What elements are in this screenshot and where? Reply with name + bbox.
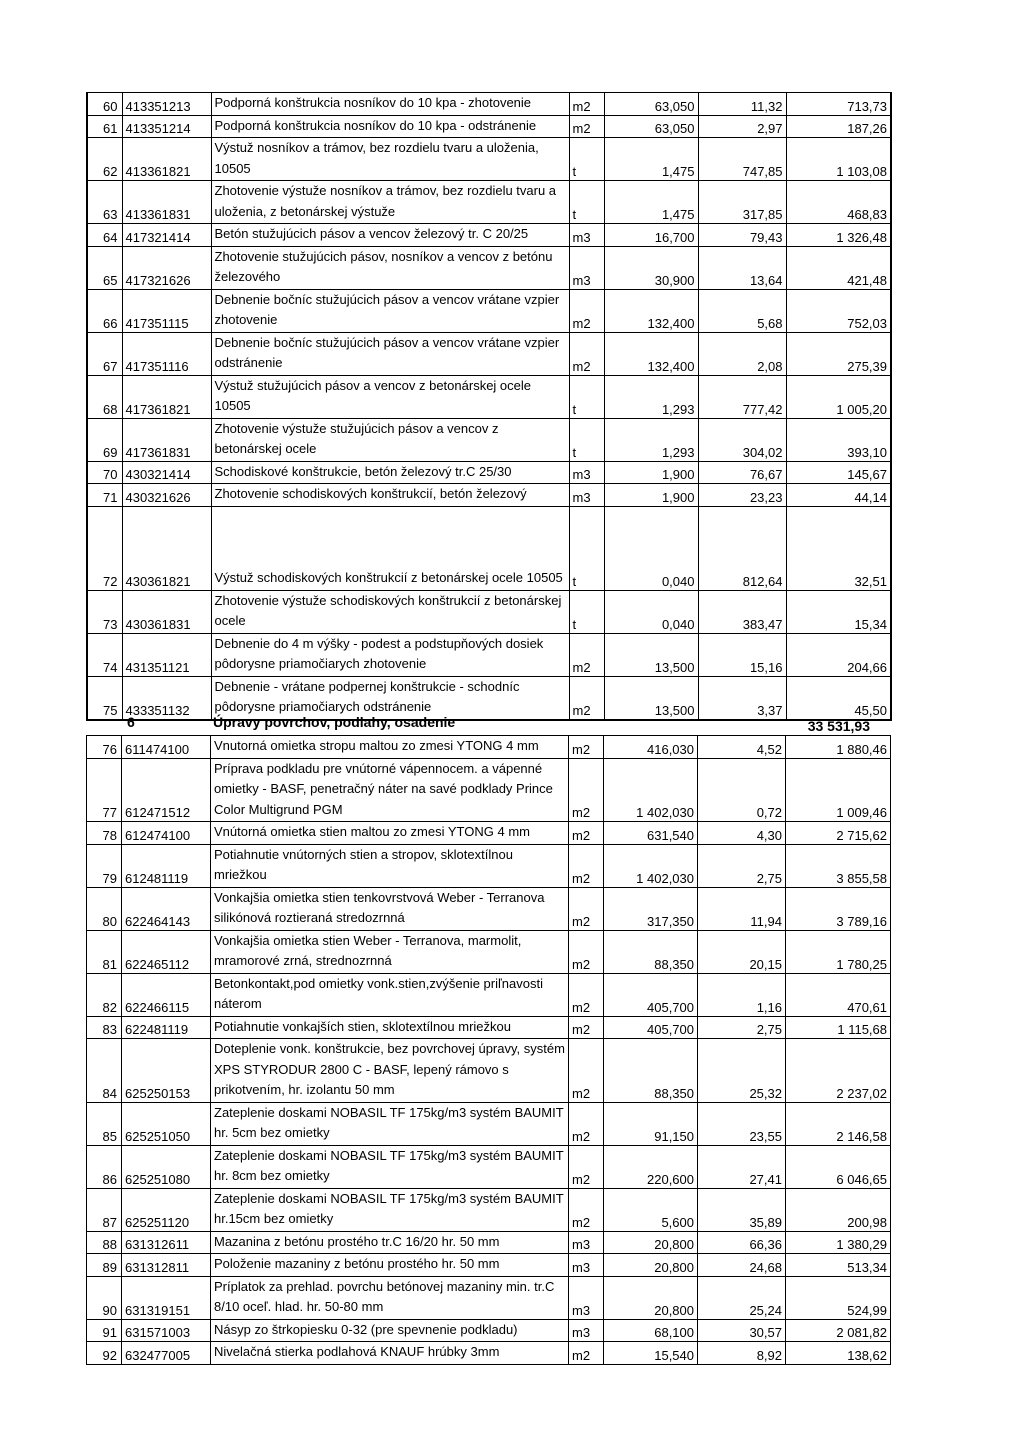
item-quantity-cell: 91,150 — [604, 1102, 698, 1145]
items-table-structures — [86, 92, 892, 721]
item-quantity-cell: 88,350 — [604, 930, 698, 973]
item-number-cell: 89 — [87, 1254, 122, 1277]
item-unit-price-cell: 5,68 — [698, 289, 786, 332]
item-code-cell: 625250153 — [122, 1039, 211, 1103]
item-code-cell: 631319151 — [122, 1276, 211, 1319]
item-quantity-cell: 220,600 — [604, 1145, 698, 1188]
item-number-cell: 83 — [87, 1016, 122, 1039]
table-row — [87, 930, 891, 973]
item-number-cell: 76 — [87, 736, 122, 759]
item-number-cell: 80 — [87, 887, 122, 930]
section-header — [86, 704, 890, 734]
item-description-cell: Zhotovenie stužujúcich pásov, nosníkov a vencov z betónu železového — [211, 246, 569, 289]
item-description-cell: Potiahnutie vnútorných stien a stropov, sklotextílnou mriežkou — [211, 844, 569, 887]
item-description-cell: Zhotovenie výstuže schodiskových konštrukcií z betonárskej ocele — [211, 590, 569, 633]
table-row — [87, 138, 891, 181]
table-row — [87, 484, 891, 507]
item-unit-price-cell: 30,57 — [698, 1319, 786, 1342]
table-row — [87, 506, 891, 590]
item-description-cell: Debnenie - vrátane podpernej konštrukcie - schodníc pôdorysne priamočiarych odstránenie — [211, 676, 569, 720]
item-description-cell: Zateplenie doskami NOBASIL TF 175kg/m3 systém BAUMIT hr.15cm bez omietky — [211, 1188, 569, 1231]
item-code-cell: 417321414 — [122, 224, 211, 247]
item-unit-cell: m2 — [569, 736, 604, 759]
item-total-cell: 3 855,58 — [786, 844, 891, 887]
table-row — [87, 418, 891, 461]
item-total-cell: 15,34 — [786, 590, 891, 633]
items-table-surfaces — [86, 735, 891, 1365]
item-number-cell: 77 — [87, 758, 122, 822]
item-unit-price-cell: 4,52 — [698, 736, 786, 759]
item-description-cell: Zhotovenie schodiskových konštrukcií, betón železový — [211, 484, 569, 507]
table-row — [87, 1342, 891, 1365]
table-row — [87, 181, 891, 224]
item-description-cell: Vnutorná omietka stropu maltou zo zmesi YTONG 4 mm — [211, 736, 569, 759]
item-unit-cell: m2 — [569, 822, 604, 845]
item-total-cell: 204,66 — [786, 633, 891, 676]
item-total-cell: 187,26 — [786, 115, 891, 138]
table-row — [87, 633, 891, 676]
item-number-cell: 85 — [87, 1102, 122, 1145]
item-quantity-cell: 1,900 — [604, 484, 698, 507]
item-unit-price-cell: 20,15 — [698, 930, 786, 973]
item-total-cell: 3 789,16 — [786, 887, 891, 930]
item-unit-price-cell: 8,92 — [698, 1342, 786, 1365]
item-unit-price-cell: 2,75 — [698, 844, 786, 887]
item-code-cell: 430321414 — [122, 461, 211, 484]
item-description-cell: Potiahnutie vonkajších stien, sklotextílnou mriežkou — [211, 1016, 569, 1039]
item-description-cell: Vonkajšia omietka stien tenkovrstvová Weber - Terranova silikónová roztieraná stredozrnná — [211, 887, 569, 930]
item-number-cell: 81 — [87, 930, 122, 973]
item-code-cell: 631571003 — [122, 1319, 211, 1342]
item-description-cell: Výstuž schodiskových konštrukcií z betonárskej ocele 10505 — [211, 506, 569, 590]
item-unit-cell: m2 — [569, 93, 604, 116]
item-quantity-cell: 30,900 — [604, 246, 698, 289]
item-description-cell: Výstuž stužujúcich pásov a vencov z betonárskej ocele 10505 — [211, 375, 569, 418]
table-row — [87, 375, 891, 418]
item-unit-cell: m3 — [569, 246, 604, 289]
item-unit-price-cell: 76,67 — [698, 461, 786, 484]
item-description-cell: Výstuž nosníkov a trámov, bez rozdielu tvaru a uloženia, 10505 — [211, 138, 569, 181]
item-code-cell: 417361821 — [122, 375, 211, 418]
item-quantity-cell: 631,540 — [604, 822, 698, 845]
item-quantity-cell: 15,540 — [604, 1342, 698, 1365]
table-row — [87, 289, 891, 332]
item-description-cell: Položenie mazaniny z betónu prostého hr. 50 mm — [211, 1254, 569, 1277]
item-description-cell: Podporná konštrukcia nosníkov do 10 kpa - odstránenie — [211, 115, 569, 138]
item-unit-price-cell: 2,75 — [698, 1016, 786, 1039]
item-total-cell: 1 380,29 — [786, 1231, 891, 1254]
item-description-cell: Doteplenie vonk. konštrukcie, bez povrchovej úpravy, systém XPS STYRODUR 2800 C - BASF, lepený rámovo s prikotvením, hr. izolantu 50 mm — [211, 1039, 569, 1103]
item-unit-price-cell: 23,23 — [698, 484, 786, 507]
item-unit-price-cell: 79,43 — [698, 224, 786, 247]
item-total-cell: 524,99 — [786, 1276, 891, 1319]
item-code-cell: 417351116 — [122, 332, 211, 375]
table-row — [87, 887, 891, 930]
item-description-cell: Vnútorná omietka stien maltou zo zmesi YTONG 4 mm — [211, 822, 569, 845]
item-unit-cell: t — [569, 418, 604, 461]
table-row — [87, 758, 891, 822]
item-unit-price-cell: 25,24 — [698, 1276, 786, 1319]
item-description-cell: Betonkontakt,pod omietky vonk.stien,zvýšenie priľnavosti náterom — [211, 973, 569, 1016]
item-description-cell: Debnenie bočníc stužujúcich pásov a vencov vrátane vzpier odstránenie — [211, 332, 569, 375]
item-total-cell: 393,10 — [786, 418, 891, 461]
item-number-cell: 91 — [87, 1319, 122, 1342]
table-row — [87, 1145, 891, 1188]
item-number-cell: 86 — [87, 1145, 122, 1188]
item-unit-price-cell: 4,30 — [698, 822, 786, 845]
item-number-cell: 87 — [87, 1188, 122, 1231]
item-total-cell: 1 005,20 — [786, 375, 891, 418]
item-code-cell: 417361831 — [122, 418, 211, 461]
item-description-cell: Príplatok za prehlad. povrchu betónovej mazaniny min. tr.C 8/10 oceľ. hlad. hr. 50-80 mm — [211, 1276, 569, 1319]
item-total-cell: 468,83 — [786, 181, 891, 224]
item-unit-price-cell: 3,37 — [698, 676, 786, 720]
table-row — [87, 461, 891, 484]
item-total-cell: 1 780,25 — [786, 930, 891, 973]
item-code-cell: 625251080 — [122, 1145, 211, 1188]
item-total-cell: 275,39 — [786, 332, 891, 375]
item-quantity-cell: 13,500 — [604, 676, 698, 720]
item-unit-cell: m2 — [569, 1016, 604, 1039]
item-quantity-cell: 0,040 — [604, 590, 698, 633]
table-row — [87, 844, 891, 887]
item-code-cell: 413351214 — [122, 115, 211, 138]
table-row — [87, 1188, 891, 1231]
item-code-cell: 433351132 — [122, 676, 211, 720]
item-number-cell: 65 — [87, 246, 122, 289]
item-number-cell: 67 — [87, 332, 122, 375]
item-code-cell: 430361831 — [122, 590, 211, 633]
table-row — [87, 1231, 891, 1254]
table-row — [87, 1102, 891, 1145]
item-unit-cell: t — [569, 590, 604, 633]
item-quantity-cell: 13,500 — [604, 633, 698, 676]
item-total-cell: 2 146,58 — [786, 1102, 891, 1145]
item-unit-cell: m3 — [569, 1254, 604, 1277]
item-number-cell: 64 — [87, 224, 122, 247]
item-total-cell: 2 081,82 — [786, 1319, 891, 1342]
item-code-cell: 631312611 — [122, 1231, 211, 1254]
item-unit-cell: t — [569, 375, 604, 418]
item-code-cell: 622465112 — [122, 930, 211, 973]
table-row — [87, 822, 891, 845]
item-code-cell: 413351213 — [122, 93, 211, 116]
item-unit-price-cell: 11,94 — [698, 887, 786, 930]
item-unit-cell: m3 — [569, 484, 604, 507]
table-row — [87, 1016, 891, 1039]
item-number-cell: 90 — [87, 1276, 122, 1319]
section-sum: 33 531,93 — [807, 718, 870, 734]
item-quantity-cell: 1,900 — [604, 461, 698, 484]
item-quantity-cell: 416,030 — [604, 736, 698, 759]
item-number-cell: 79 — [87, 844, 122, 887]
item-unit-price-cell: 13,64 — [698, 246, 786, 289]
item-unit-cell: m2 — [569, 844, 604, 887]
item-number-cell: 75 — [87, 676, 122, 720]
item-quantity-cell: 63,050 — [604, 115, 698, 138]
item-code-cell: 622481119 — [122, 1016, 211, 1039]
item-total-cell: 513,34 — [786, 1254, 891, 1277]
item-quantity-cell: 63,050 — [604, 93, 698, 116]
item-unit-cell: m2 — [569, 115, 604, 138]
item-total-cell: 200,98 — [786, 1188, 891, 1231]
item-code-cell: 417321626 — [122, 246, 211, 289]
item-quantity-cell: 132,400 — [604, 289, 698, 332]
section-title: Úpravy povrchov, podlahy, osadenie — [213, 714, 456, 730]
item-total-cell: 2 237,02 — [786, 1039, 891, 1103]
item-quantity-cell: 88,350 — [604, 1039, 698, 1103]
item-code-cell: 413361831 — [122, 181, 211, 224]
item-total-cell: 32,51 — [786, 506, 891, 590]
table-row — [87, 736, 891, 759]
item-code-cell: 622466115 — [122, 973, 211, 1016]
item-code-cell: 417351115 — [122, 289, 211, 332]
item-total-cell: 752,03 — [786, 289, 891, 332]
item-quantity-cell: 1 402,030 — [604, 758, 698, 822]
item-number-cell: 69 — [87, 418, 122, 461]
item-number-cell: 60 — [87, 93, 122, 116]
item-unit-cell: m2 — [569, 1039, 604, 1103]
item-number-cell: 73 — [87, 590, 122, 633]
item-unit-cell: m2 — [569, 973, 604, 1016]
item-description-cell: Príprava podkladu pre vnútorné vápennocem. a vápenné omietky - BASF, penetračný náter na savé podklady Prince Color Multigrund PGM — [211, 758, 569, 822]
table-row — [87, 115, 891, 138]
table-row — [87, 332, 891, 375]
item-total-cell: 421,48 — [786, 246, 891, 289]
item-unit-cell: t — [569, 181, 604, 224]
item-unit-price-cell: 304,02 — [698, 418, 786, 461]
table-row — [87, 1254, 891, 1277]
item-description-cell: Nivelačná stierka podlahová KNAUF hrúbky 3mm — [211, 1342, 569, 1365]
item-unit-price-cell: 11,32 — [698, 93, 786, 116]
item-unit-cell: t — [569, 506, 604, 590]
item-unit-price-cell: 383,47 — [698, 590, 786, 633]
item-unit-cell: m3 — [569, 1319, 604, 1342]
item-description-cell: Debnenie do 4 m výšky - podest a podstupňových dosiek pôdorysne priamočiarych zhotovenie — [211, 633, 569, 676]
item-description-cell: Zhotovenie výstuže nosníkov a trámov, bez rozdielu tvaru a uloženia, z betonárskej výstuže — [211, 181, 569, 224]
item-number-cell: 72 — [87, 506, 122, 590]
table-row — [87, 93, 891, 116]
item-quantity-cell: 1,475 — [604, 138, 698, 181]
item-number-cell: 92 — [87, 1342, 122, 1365]
item-quantity-cell: 5,600 — [604, 1188, 698, 1231]
item-unit-cell: m2 — [569, 1188, 604, 1231]
item-total-cell: 470,61 — [786, 973, 891, 1016]
item-unit-price-cell: 66,36 — [698, 1231, 786, 1254]
item-number-cell: 61 — [87, 115, 122, 138]
item-description-cell: Zateplenie doskami NOBASIL TF 175kg/m3 systém BAUMIT hr. 8cm bez omietky — [211, 1145, 569, 1188]
item-unit-price-cell: 747,85 — [698, 138, 786, 181]
item-code-cell: 430321626 — [122, 484, 211, 507]
item-quantity-cell: 405,700 — [604, 973, 698, 1016]
item-unit-cell: m2 — [569, 676, 604, 720]
item-unit-cell: m3 — [569, 1276, 604, 1319]
item-unit-cell: m2 — [569, 1342, 604, 1365]
item-unit-cell: m2 — [569, 930, 604, 973]
item-code-cell: 622464143 — [122, 887, 211, 930]
item-code-cell: 430361821 — [122, 506, 211, 590]
item-unit-cell: m2 — [569, 758, 604, 822]
item-number-cell: 71 — [87, 484, 122, 507]
table-row — [87, 246, 891, 289]
item-unit-price-cell: 0,72 — [698, 758, 786, 822]
item-unit-cell: m3 — [569, 1231, 604, 1254]
item-number-cell: 62 — [87, 138, 122, 181]
item-total-cell: 1 880,46 — [786, 736, 891, 759]
item-number-cell: 88 — [87, 1231, 122, 1254]
item-number-cell: 68 — [87, 375, 122, 418]
item-code-cell: 612481119 — [122, 844, 211, 887]
item-quantity-cell: 405,700 — [604, 1016, 698, 1039]
item-unit-cell: m2 — [569, 1102, 604, 1145]
item-unit-price-cell: 2,97 — [698, 115, 786, 138]
items-table-surfaces-body — [87, 736, 891, 1365]
item-code-cell: 625251050 — [122, 1102, 211, 1145]
item-number-cell: 78 — [87, 822, 122, 845]
item-total-cell: 713,73 — [786, 93, 891, 116]
item-description-cell: Zhotovenie výstuže stužujúcich pásov a vencov z betonárskej ocele — [211, 418, 569, 461]
table-row — [87, 1276, 891, 1319]
item-total-cell: 145,67 — [786, 461, 891, 484]
item-description-cell: Schodiskové konštrukcie, betón železový tr.C 25/30 — [211, 461, 569, 484]
item-unit-price-cell: 15,16 — [698, 633, 786, 676]
item-unit-cell: t — [569, 138, 604, 181]
item-description-cell: Zateplenie doskami NOBASIL TF 175kg/m3 systém BAUMIT hr. 5cm bez omietky — [211, 1102, 569, 1145]
item-unit-price-cell: 812,64 — [698, 506, 786, 590]
table-row — [87, 973, 891, 1016]
item-total-cell: 138,62 — [786, 1342, 891, 1365]
item-unit-cell: m2 — [569, 289, 604, 332]
item-unit-price-cell: 23,55 — [698, 1102, 786, 1145]
item-unit-cell: m3 — [569, 224, 604, 247]
item-quantity-cell: 1,475 — [604, 181, 698, 224]
item-quantity-cell: 1,293 — [604, 418, 698, 461]
item-code-cell: 631312811 — [122, 1254, 211, 1277]
item-unit-cell: m2 — [569, 332, 604, 375]
item-unit-price-cell: 1,16 — [698, 973, 786, 1016]
item-quantity-cell: 16,700 — [604, 224, 698, 247]
item-quantity-cell: 20,800 — [604, 1231, 698, 1254]
item-total-cell: 1 326,48 — [786, 224, 891, 247]
section-number: 6 — [127, 714, 135, 730]
item-code-cell: 612471512 — [122, 758, 211, 822]
item-description-cell: Vonkajšia omietka stien Weber - Terranova, marmolit, mramorové zrná, strednozrnná — [211, 930, 569, 973]
item-description-cell: Násyp zo štrkopiesku 0-32 (pre spevnenie podkladu) — [211, 1319, 569, 1342]
item-quantity-cell: 20,800 — [604, 1276, 698, 1319]
table-row — [87, 590, 891, 633]
item-number-cell: 82 — [87, 973, 122, 1016]
item-code-cell: 611474100 — [122, 736, 211, 759]
item-unit-cell: m2 — [569, 1145, 604, 1188]
item-total-cell: 2 715,62 — [786, 822, 891, 845]
item-code-cell: 431351121 — [122, 633, 211, 676]
item-total-cell: 6 046,65 — [786, 1145, 891, 1188]
item-quantity-cell: 0,040 — [604, 506, 698, 590]
item-code-cell: 413361821 — [122, 138, 211, 181]
item-code-cell: 632477005 — [122, 1342, 211, 1365]
item-description-cell: Podporná konštrukcia nosníkov do 10 kpa - zhotovenie — [211, 93, 569, 116]
item-description-cell: Mazanina z betónu prostého tr.C 16/20 hr. 50 mm — [211, 1231, 569, 1254]
item-unit-price-cell: 2,08 — [698, 332, 786, 375]
item-description-cell: Debnenie bočníc stužujúcich pásov a vencov vrátane vzpier zhotovenie — [211, 289, 569, 332]
item-description-cell: Betón stužujúcich pásov a vencov železový tr. C 20/25 — [211, 224, 569, 247]
item-number-cell: 70 — [87, 461, 122, 484]
item-unit-price-cell: 27,41 — [698, 1145, 786, 1188]
item-number-cell: 74 — [87, 633, 122, 676]
item-quantity-cell: 1,293 — [604, 375, 698, 418]
item-quantity-cell: 132,400 — [604, 332, 698, 375]
item-unit-price-cell: 24,68 — [698, 1254, 786, 1277]
items-table-structures-body — [87, 93, 891, 720]
item-unit-price-cell: 777,42 — [698, 375, 786, 418]
item-total-cell: 1 103,08 — [786, 138, 891, 181]
table-row — [87, 224, 891, 247]
item-unit-cell: m3 — [569, 461, 604, 484]
table-row — [87, 1319, 891, 1342]
item-quantity-cell: 317,350 — [604, 887, 698, 930]
item-quantity-cell: 1 402,030 — [604, 844, 698, 887]
item-unit-price-cell: 25,32 — [698, 1039, 786, 1103]
item-unit-price-cell: 35,89 — [698, 1188, 786, 1231]
item-total-cell: 44,14 — [786, 484, 891, 507]
item-quantity-cell: 20,800 — [604, 1254, 698, 1277]
item-unit-cell: m2 — [569, 633, 604, 676]
item-total-cell: 1 115,68 — [786, 1016, 891, 1039]
item-number-cell: 66 — [87, 289, 122, 332]
item-total-cell: 1 009,46 — [786, 758, 891, 822]
item-number-cell: 63 — [87, 181, 122, 224]
item-quantity-cell: 68,100 — [604, 1319, 698, 1342]
item-number-cell: 84 — [87, 1039, 122, 1103]
table-row — [87, 1039, 891, 1103]
item-unit-cell: m2 — [569, 887, 604, 930]
item-unit-price-cell: 317,85 — [698, 181, 786, 224]
item-code-cell: 612474100 — [122, 822, 211, 845]
item-total-cell: 45,50 — [786, 676, 891, 720]
item-code-cell: 625251120 — [122, 1188, 211, 1231]
